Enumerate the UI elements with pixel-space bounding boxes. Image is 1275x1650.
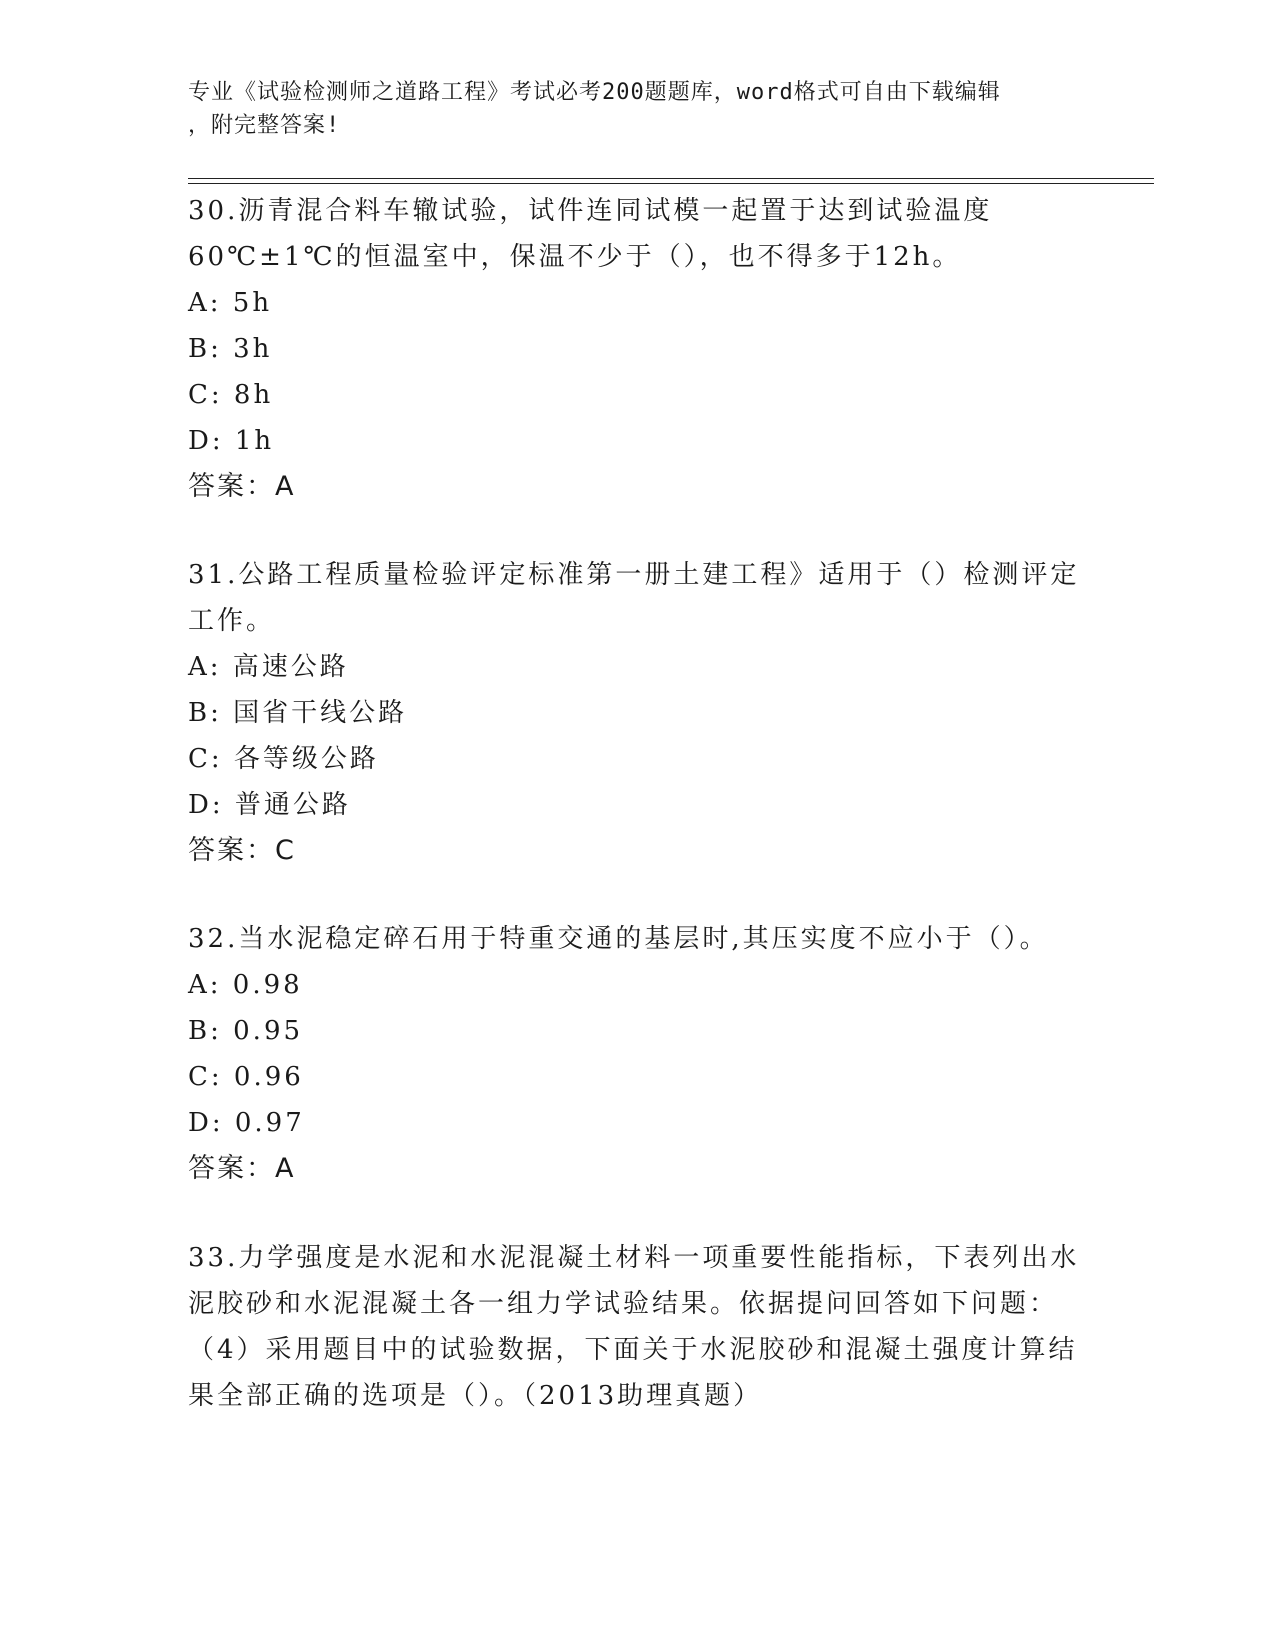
question-stem-line: （4）采用题目中的试验数据，下面关于水泥胶砂和混凝土强度计算结 bbox=[188, 1335, 1078, 1365]
option-d: D: 0.97 bbox=[188, 1108, 305, 1138]
answer-label: 答案：A bbox=[188, 1153, 296, 1184]
question-stem-line: 泥胶砂和水泥混凝土各一组力学试验结果。依据提问回答如下问题： bbox=[188, 1289, 1059, 1319]
option-c: C: 各等级公路 bbox=[188, 744, 379, 774]
option-d: D: 1h bbox=[188, 426, 275, 456]
question-31 bbox=[188, 552, 1088, 874]
option-b: B: 国省干线公路 bbox=[188, 698, 408, 728]
answer-label: 答案：A bbox=[188, 471, 296, 502]
option-a: A: 高速公路 bbox=[188, 652, 349, 682]
header-line-1: 专业《试验检测师之道路工程》考试必考200题题库，word格式可自由下载编辑 bbox=[188, 80, 1001, 105]
question-32 bbox=[188, 916, 1088, 1192]
option-d: D: 普通公路 bbox=[188, 790, 351, 820]
option-a: A: 5h bbox=[188, 288, 273, 318]
question-stem-line: 果全部正确的选项是（）。（2013助理真题） bbox=[188, 1381, 763, 1411]
question-stem-line: 30.沥青混合料车辙试验，试件连同试模一起置于达到试验温度 bbox=[188, 196, 993, 226]
header-divider-bottom bbox=[188, 183, 1154, 184]
option-a: A: 0.98 bbox=[188, 970, 303, 1000]
option-b: B: 3h bbox=[188, 334, 273, 364]
question-stem-line: 31.公路工程质量检验评定标准第一册土建工程》适用于（）检测评定 bbox=[188, 560, 1080, 590]
header-divider-top bbox=[188, 178, 1154, 179]
option-c: C: 0.96 bbox=[188, 1062, 304, 1092]
option-c: C: 8h bbox=[188, 380, 274, 410]
document-header bbox=[188, 76, 1068, 142]
question-stem-line: 33.力学强度是水泥和水泥混凝土材料一项重要性能指标，下表列出水 bbox=[188, 1243, 1080, 1273]
question-30 bbox=[188, 188, 1088, 510]
question-stem-line: 工作。 bbox=[188, 606, 276, 636]
option-b: B: 0.95 bbox=[188, 1016, 304, 1046]
answer-label: 答案：C bbox=[188, 835, 296, 866]
header-line-2: ，附完整答案! bbox=[188, 113, 341, 138]
question-stem-line: 32.当水泥稳定碎石用于特重交通的基层时,其压实度不应小于（）。 bbox=[188, 924, 1049, 954]
question-33 bbox=[188, 1235, 1088, 1419]
question-stem-line: 60℃±1℃的恒温室中，保温不少于（），也不得多于12h。 bbox=[188, 242, 962, 272]
